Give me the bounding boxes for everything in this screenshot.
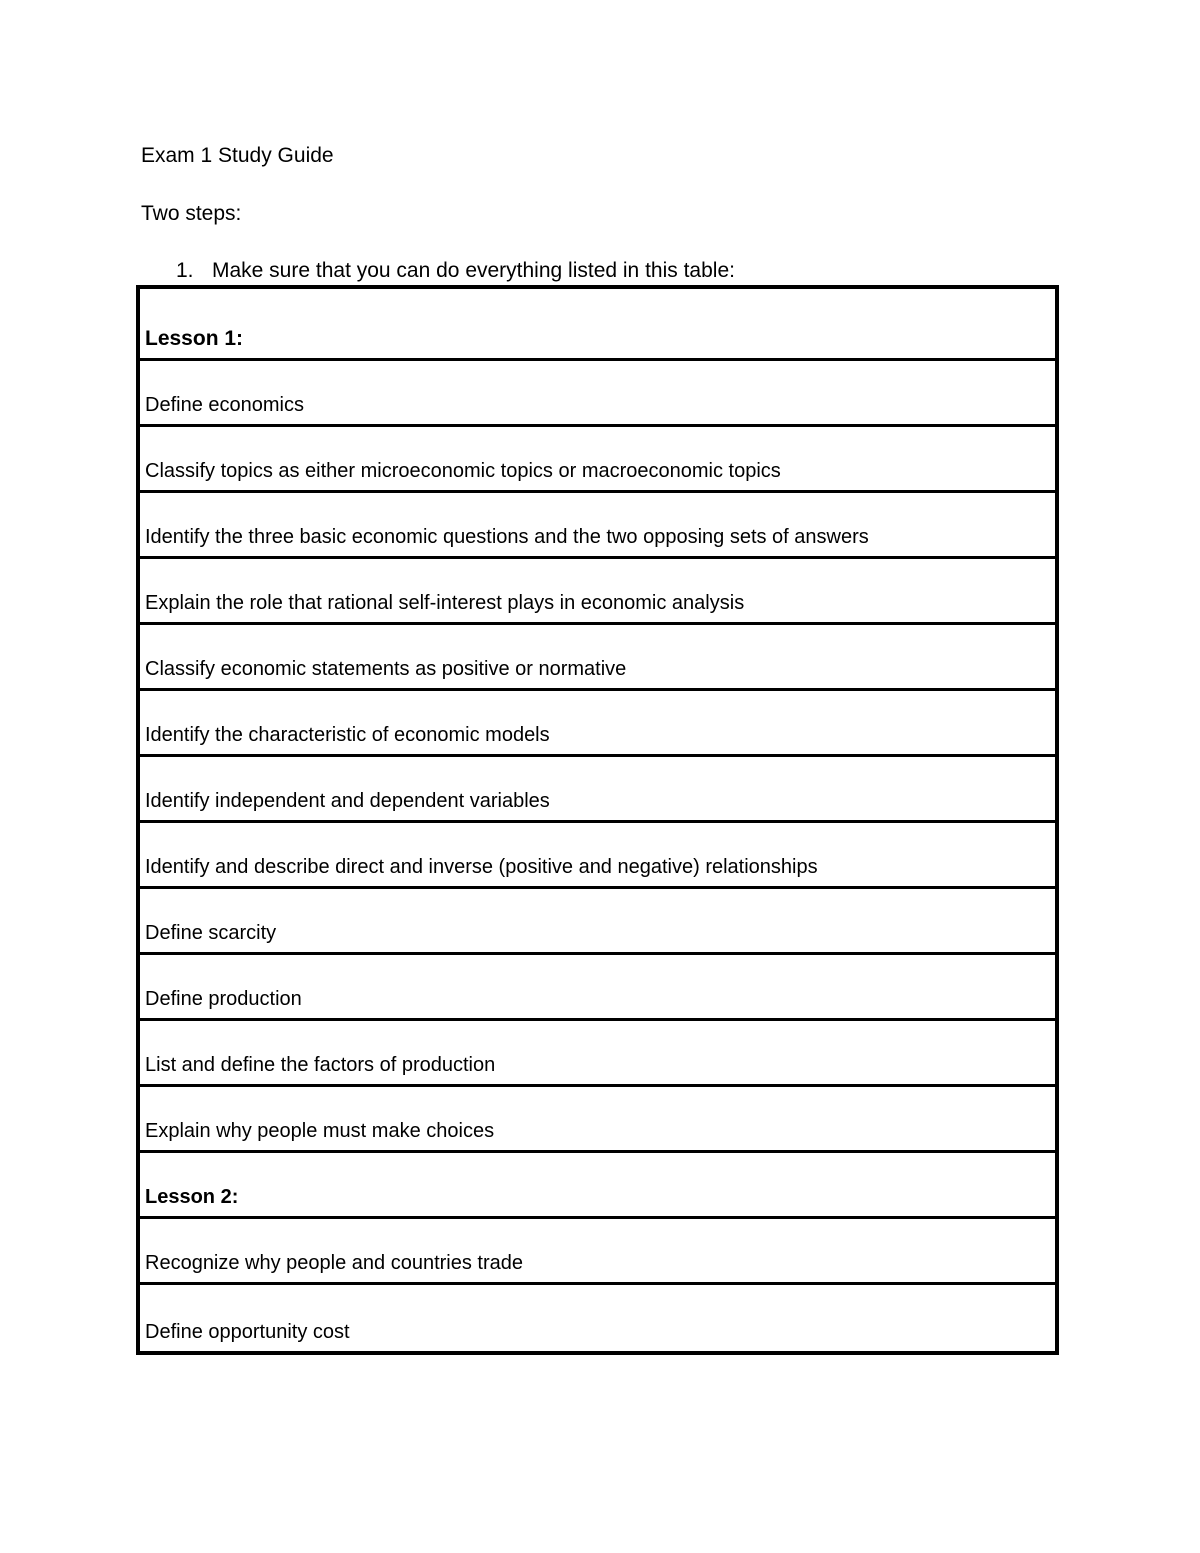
table-cell-text: Define economics [145,394,304,416]
section-heading-text: Lesson 2: [145,1186,239,1208]
table-cell-text: Recognize why people and countries trade [145,1252,524,1274]
step-number: 1. [176,259,194,282]
table-cell-text: Classify topics as either microeconomic topics or macroeconomic topics [145,460,781,482]
table-row [140,361,1055,427]
table-row [140,955,1055,1021]
table-section-heading [140,1153,1055,1219]
table-cell-text: Identify and describe direct and inverse (positive and negative) relationships [145,856,818,878]
table-cell-text: List and define the factors of production [145,1054,496,1076]
table-cell-text: Classify economic statements as positive or normative [145,658,627,680]
table-cell-text: Identify the characteristic of economic models [145,724,550,746]
study-table [136,285,1059,1355]
intro-text: Two steps: [141,202,242,225]
table-cell-text: Identify the three basic economic questions and the two opposing sets of answers [145,526,869,548]
table-row [140,1087,1055,1153]
section-heading-text: Lesson 1: [145,327,244,350]
table-row [140,1021,1055,1087]
table-row [140,889,1055,955]
table-row [140,625,1055,691]
table-row [140,823,1055,889]
table-row [140,427,1055,493]
table-cell-text: Explain the role that rational self-interest plays in economic analysis [145,592,745,614]
table-row [140,493,1055,559]
table-cell-text: Define opportunity cost [145,1321,350,1343]
table-row [140,691,1055,757]
table-cell-text: Define scarcity [145,922,277,944]
table-row [140,559,1055,625]
table-row [140,1285,1055,1351]
table-row [140,1219,1055,1285]
table-row [140,757,1055,823]
table-cell-text: Explain why people must make choices [145,1120,495,1142]
document-title: Exam 1 Study Guide [141,144,334,167]
step-text: Make sure that you can do everything listed in this table: [212,259,735,282]
table-cell-text: Identify independent and dependent variables [145,790,550,812]
step-item [176,257,735,285]
table-cell-text: Define production [145,988,302,1010]
table-section-heading [140,289,1055,361]
